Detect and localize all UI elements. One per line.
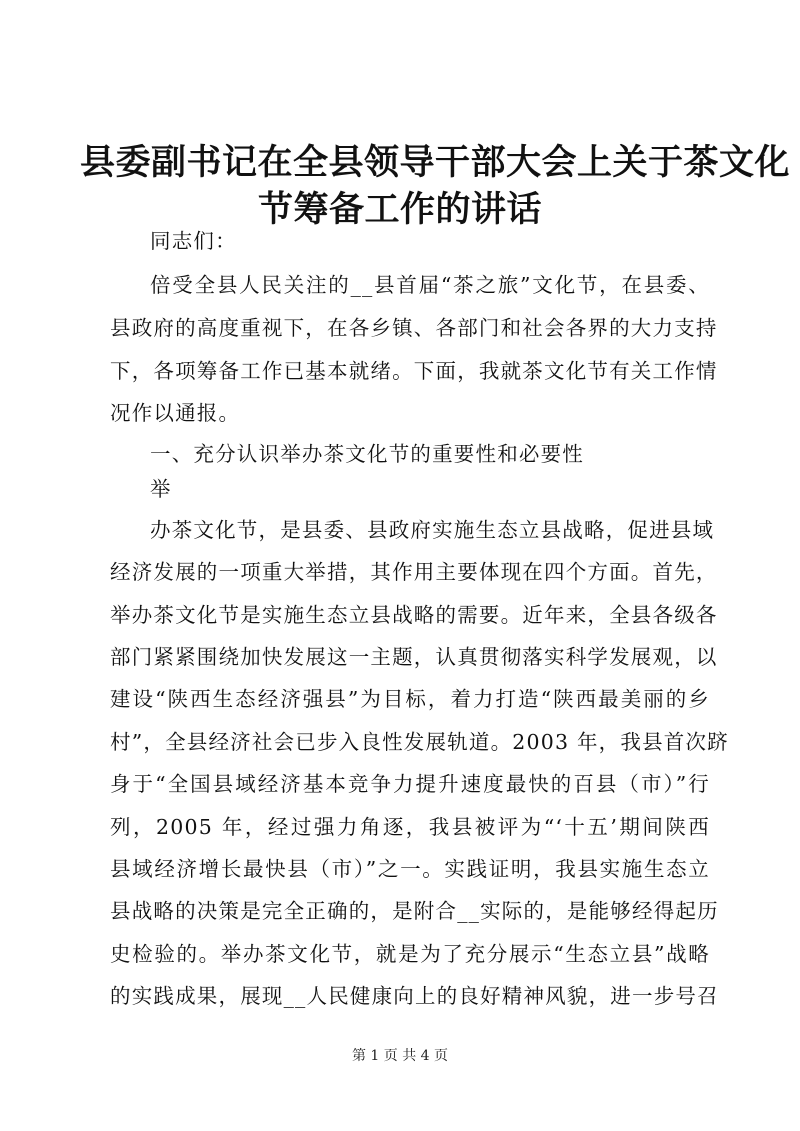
paragraph-1-line-2: 县政府的高度重视下，在各乡镇、各部门和社会各界的大力支持 bbox=[110, 316, 718, 340]
paragraph-2-line-10: 县战略的决策是完全正确的，是附合__实际的，是能够经得起历 bbox=[110, 899, 719, 923]
document-title-line-2: 节筹备工作的讲话 bbox=[257, 189, 542, 230]
paragraph-2-line-6: 村”，全县经济社会已步入良性发展轨道。2003 年，我县首次跻 bbox=[110, 730, 729, 754]
paragraph-1-line-4: 况作以通报。 bbox=[110, 401, 241, 425]
paragraph-1-line-3: 下，各项筹备工作已基本就绪。下面，我就茶文化节有关工作情 bbox=[110, 359, 718, 383]
paragraph-2-line-5: 建设“陕西生态经济强县”为目标，着力打造“陕西最美丽的乡 bbox=[110, 687, 710, 711]
salutation: 同志们： bbox=[150, 229, 237, 253]
document-title-line-1: 县委副书记在全县领导干部大会上关于茶文化 bbox=[80, 142, 791, 183]
paragraph-2-line-11: 史检验的。举办茶文化节，就是为了充分展示“生态立县”战略 bbox=[110, 942, 710, 966]
paragraph-2-line-4: 部门紧紧围绕加快发展这一主题，认真贯彻落实科学发展观，以 bbox=[110, 645, 718, 669]
paragraph-2-line-2: 经济发展的一项重大举措，其作用主要体现在四个方面。首先， bbox=[110, 560, 718, 584]
page-number-footer: 第 1 页 共 4 页 bbox=[351, 1048, 449, 1064]
paragraph-2-line-9: 县域经济增长最快县（市）”之一。实践证明，我县实施生态立 bbox=[110, 857, 710, 881]
paragraph-2-line-7: 身于“全国县域经济基本竞争力提升速度最快的百县（市）”行 bbox=[110, 772, 710, 796]
fragment-line: 举 bbox=[150, 477, 172, 501]
paragraph-2-line-12: 的实践成果，展现__人民健康向上的良好精神风貌，进一步号召 bbox=[110, 984, 719, 1008]
section-1-heading: 一、充分认识举办茶文化节的重要性和必要性 bbox=[150, 442, 584, 466]
paragraph-2-line-8: 列，2005 年，经过强力角逐，我县被评为“‘十五’期间陕西 bbox=[110, 815, 710, 839]
paragraph-2-line-3: 举办茶文化节是实施生态立县战略的需要。近年来，全县各级各 bbox=[110, 603, 718, 627]
paragraph-2-line-1: 办茶文化节，是县委、县政府实施生态立县战略，促进县域 bbox=[150, 518, 715, 542]
paragraph-1-line-1: 倍受全县人民关注的__县首届“茶之旅”文化节，在县委、 bbox=[150, 273, 710, 297]
